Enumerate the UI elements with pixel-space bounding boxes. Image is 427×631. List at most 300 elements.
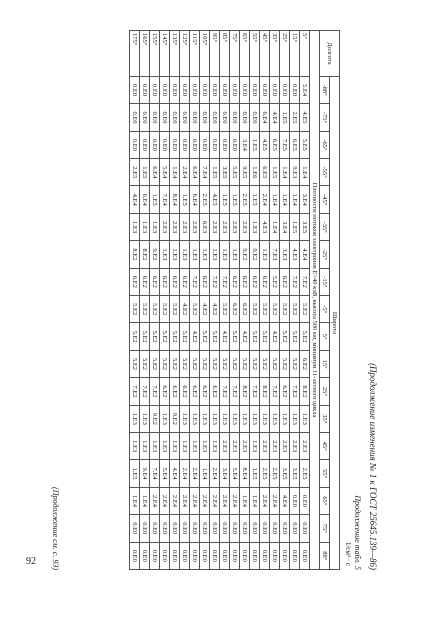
value-cell: 1.E3 [280, 405, 290, 432]
latitude-col-9: 5° [320, 323, 330, 350]
value-cell: 1.E4 [170, 159, 180, 186]
value-cell: 7.E4 [200, 159, 210, 186]
latitude-col-3: -55° [320, 159, 330, 186]
value-cell: 0.E0 [150, 542, 160, 569]
value-cell: 0.E0 [230, 515, 240, 542]
value-cell: 2.E4 [190, 487, 200, 514]
value-cell: 1.E3 [160, 405, 170, 432]
value-cell: 1.E5 [230, 186, 240, 213]
value-cell: 4.E4 [270, 104, 280, 131]
value-cell: 2.E5 [260, 460, 270, 487]
value-cell: 5.E2 [150, 296, 160, 323]
value-cell: 5.E2 [260, 323, 270, 350]
latitude-col-5: -35° [320, 213, 330, 240]
longitude-cell: 165° [140, 31, 150, 77]
value-cell: 1.E5 [220, 186, 230, 213]
value-cell: 6.E4 [140, 186, 150, 213]
latitude-col-8: -5° [320, 296, 330, 323]
value-cell: 5.E2 [240, 350, 250, 377]
value-cell: 7.E2 [230, 378, 240, 405]
value-cell: 1.E4 [270, 213, 280, 240]
value-cell: 2.E3 [220, 213, 230, 240]
value-cell: 5.E4 [300, 76, 310, 103]
value-cell: 1.E4 [240, 487, 250, 514]
value-cell: 0.E0 [160, 515, 170, 542]
value-cell: 1.E3 [250, 213, 260, 240]
latitude-col-13: 45° [320, 432, 330, 459]
value-cell: 5.E2 [230, 350, 240, 377]
value-cell: 7.E2 [290, 268, 300, 295]
value-cell: 0.E0 [170, 515, 180, 542]
value-cell: 0.E0 [250, 515, 260, 542]
value-cell: 0.E0 [250, 76, 260, 103]
value-cell: 2.E3 [270, 432, 280, 459]
value-cell: 0.E0 [250, 542, 260, 569]
value-cell: 6.E2 [170, 268, 180, 295]
value-cell: 2.E3 [190, 213, 200, 240]
table-row [210, 31, 220, 570]
value-cell: 1.E3 [210, 405, 220, 432]
value-cell: 0.E0 [260, 542, 270, 569]
value-cell: 6.E2 [240, 296, 250, 323]
value-cell: 1.E3 [230, 241, 240, 268]
value-cell: 0.E0 [290, 542, 300, 569]
value-cell: 5.E2 [180, 323, 190, 350]
value-cell: 1.E3 [250, 432, 260, 459]
latitude-col-1: -75° [320, 104, 330, 131]
value-cell: 4.E2 [190, 323, 200, 350]
value-cell: 5.E2 [160, 323, 170, 350]
value-cell: 2.E3 [300, 432, 310, 459]
value-cell: 6.E2 [200, 378, 210, 405]
value-cell: 2.E3 [290, 432, 300, 459]
value-cell: 0.E0 [170, 542, 180, 569]
value-cell: 2.E4 [220, 487, 230, 514]
value-cell: 2.E3 [280, 432, 290, 459]
value-cell: 2.E3 [230, 213, 240, 240]
value-cell: 4.E4 [170, 460, 180, 487]
value-cell: 0.E0 [180, 76, 190, 103]
value-cell: 4.E4 [280, 487, 290, 514]
value-cell: 4.E5 [300, 104, 310, 131]
value-cell: 6.E3 [200, 213, 210, 240]
value-cell: 1.E3 [260, 241, 270, 268]
value-cell: 8.E4 [170, 186, 180, 213]
latitude-col-16: 75° [320, 515, 330, 542]
value-cell: 1.E5 [250, 186, 260, 213]
value-cell: 3.E4 [300, 186, 310, 213]
value-cell: 7.E5 [280, 131, 290, 158]
value-cell: 5.E2 [160, 350, 170, 377]
value-cell: 2.E4 [270, 487, 280, 514]
value-cell: 1.E3 [200, 405, 210, 432]
latitude-col-2: -65° [320, 131, 330, 158]
value-cell: 1.E4 [200, 460, 210, 487]
value-cell: 7.E2 [300, 268, 310, 295]
value-cell: 5.E2 [260, 296, 270, 323]
value-cell: 5.E2 [280, 296, 290, 323]
value-cell: 5.E2 [300, 296, 310, 323]
value-cell: 4.E3 [290, 241, 300, 268]
value-cell: 4.E2 [180, 296, 190, 323]
table-row [160, 31, 170, 570]
value-cell: 8.E2 [300, 378, 310, 405]
value-cell: 0.E0 [240, 104, 250, 131]
value-cell: 2.E4 [210, 487, 220, 514]
value-cell: 5.E2 [130, 323, 140, 350]
value-cell: 4.E2 [200, 296, 210, 323]
value-cell: 5.E2 [260, 350, 270, 377]
value-cell: 2.E4 [160, 487, 170, 514]
value-cell: 6.E2 [250, 268, 260, 295]
longitude-cell: 125° [180, 31, 190, 77]
table-row [130, 31, 140, 570]
value-cell: 5.E2 [140, 350, 150, 377]
value-cell: 8.E4 [240, 460, 250, 487]
latitude-col-10: 15° [320, 350, 330, 377]
value-cell: 6.E4 [190, 159, 200, 186]
value-cell: 0.E0 [290, 487, 300, 514]
value-cell: 2.E3 [170, 213, 180, 240]
value-cell: 0.E0 [230, 542, 240, 569]
value-cell: 6.E2 [190, 378, 200, 405]
value-cell: 4.E4 [300, 241, 310, 268]
value-cell: 5.E2 [190, 350, 200, 377]
value-cell: 6.E4 [190, 186, 200, 213]
value-cell: 1.E6 [250, 159, 260, 186]
value-cell: 1.E5 [290, 213, 300, 240]
value-cell: 1.E5 [210, 159, 220, 186]
value-cell: 2.E4 [210, 460, 220, 487]
value-cell: 1.E3 [270, 405, 280, 432]
table-row [190, 31, 200, 570]
value-cell: 1.E3 [150, 213, 160, 240]
longitude-cell: 115° [190, 31, 200, 77]
value-cell: 0.E0 [150, 515, 160, 542]
value-cell: 1.E5 [280, 104, 290, 131]
value-cell: 1.E3 [230, 405, 240, 432]
value-cell: 7.E4 [160, 186, 170, 213]
value-cell: 1.E3 [180, 432, 190, 459]
value-cell: 0.E0 [230, 131, 240, 158]
value-cell: 2.E5 [240, 186, 250, 213]
value-cell: 5.E2 [270, 296, 280, 323]
value-cell: 5.E2 [200, 350, 210, 377]
value-cell: 5.E2 [270, 268, 280, 295]
rotated-table-page [48, 30, 378, 570]
value-cell: 6.E5 [290, 131, 300, 158]
value-cell: 9.E2 [250, 241, 260, 268]
value-cell: 5.E2 [200, 323, 210, 350]
latitude-col-11: 25° [320, 378, 330, 405]
value-cell: 0.E0 [200, 515, 210, 542]
value-cell: 6.E2 [180, 268, 190, 295]
value-cell: 1.E3 [290, 405, 300, 432]
table-row [200, 31, 210, 570]
value-cell: 1.E3 [300, 405, 310, 432]
value-cell: 0.E0 [270, 542, 280, 569]
value-cell: 3.E4 [280, 213, 290, 240]
value-cell: 5.E2 [160, 296, 170, 323]
value-cell: 4.E2 [220, 323, 230, 350]
value-cell: 0.E0 [160, 131, 170, 158]
value-cell: 5.E2 [140, 323, 150, 350]
value-cell: 6.E2 [200, 268, 210, 295]
value-cell: 1.E5 [140, 159, 150, 186]
longitude-cell: 175° [130, 31, 140, 77]
footer-caption: (Продолжение см. с. 93) [51, 487, 60, 570]
value-cell: 1.E3 [130, 432, 140, 459]
value-cell: 2.E3 [260, 432, 270, 459]
value-cell: 7.E2 [270, 378, 280, 405]
band-title: Плотности потоков электронов E>40 кэВ, высота 500 км, минимум 11-летнего цикла [310, 31, 320, 570]
value-cell: 2.E4 [180, 159, 190, 186]
value-cell: 5.E2 [280, 323, 290, 350]
value-cell: 1.E5 [180, 186, 190, 213]
value-cell: 0.E0 [280, 76, 290, 103]
value-cell: 0.E0 [270, 515, 280, 542]
value-cell: 1.E5 [250, 460, 260, 487]
value-cell: 0.E0 [170, 104, 180, 131]
value-cell: 1.E4 [280, 159, 290, 186]
value-cell: 0.E0 [190, 104, 200, 131]
value-cell: 1.E4 [270, 186, 280, 213]
value-cell: 9.E2 [170, 405, 180, 432]
value-cell: 5.E2 [180, 350, 190, 377]
value-cell: 1.E3 [190, 405, 200, 432]
table-row [220, 31, 230, 570]
value-cell: 2.E5 [290, 104, 300, 131]
longitude-cell: 5° [300, 31, 310, 77]
value-cell: 9.E5 [240, 159, 250, 186]
value-cell: 5.E2 [140, 296, 150, 323]
value-cell: 5.E2 [130, 296, 140, 323]
value-cell: 0.E0 [220, 131, 230, 158]
value-cell: 0.E0 [200, 76, 210, 103]
value-cell: 3.E5 [300, 213, 310, 240]
continuation-label: Продолжение табл. 5 [353, 495, 362, 570]
value-cell: 1.E4 [250, 487, 260, 514]
value-cell: 8.E2 [260, 378, 270, 405]
value-cell: 1.E3 [190, 432, 200, 459]
table-row [170, 31, 180, 570]
value-cell: 0.E0 [270, 76, 280, 103]
value-cell: 6.E2 [150, 268, 160, 295]
value-cell: 1.E3 [190, 241, 200, 268]
value-cell: 6.E2 [280, 268, 290, 295]
value-cell: 4.E5 [210, 186, 220, 213]
value-cell: 2.E4 [260, 186, 270, 213]
longitude-cell: 105° [200, 31, 210, 77]
value-cell: 1.E3 [200, 241, 210, 268]
value-cell: 4.E2 [240, 323, 250, 350]
value-cell: 5.E2 [210, 323, 220, 350]
value-cell: 6.E2 [170, 378, 180, 405]
value-cell: 1.E3 [180, 241, 190, 268]
flux-table [129, 30, 340, 570]
value-cell: 6.E2 [280, 378, 290, 405]
value-cell: 0.E0 [280, 542, 290, 569]
value-cell: 1.E3 [180, 405, 190, 432]
value-cell: 2.E5 [130, 159, 140, 186]
value-cell: 0.E0 [180, 104, 190, 131]
longitude-cell: 15° [290, 31, 300, 77]
value-cell: 0.E0 [200, 131, 210, 158]
table-row [270, 31, 280, 570]
table-row [260, 31, 270, 570]
value-cell: 1.E3 [140, 213, 150, 240]
value-cell: 0.E0 [190, 542, 200, 569]
latitude-col-14: 55° [320, 460, 330, 487]
value-cell: 1.E3 [240, 405, 250, 432]
value-cell: 2.E4 [260, 487, 270, 514]
value-cell: 1.E3 [260, 405, 270, 432]
value-cell: 0.E0 [190, 76, 200, 103]
value-cell: 2.E4 [170, 487, 180, 514]
value-cell: 1.E3 [170, 241, 180, 268]
value-cell: 1.E3 [210, 432, 220, 459]
longitude-cell: 85° [220, 31, 230, 77]
value-cell: 7.E2 [220, 378, 230, 405]
value-cell: 0.E0 [130, 104, 140, 131]
value-cell: 2.E5 [270, 460, 280, 487]
value-cell: 1.E4 [300, 159, 310, 186]
value-cell: 5.E2 [300, 323, 310, 350]
value-cell: 2.E3 [220, 432, 230, 459]
value-cell: 0.E0 [140, 542, 150, 569]
header-caption: (Продолжение изменения № 1 к ГОСТ 25645.139—86) [368, 363, 378, 570]
value-cell: 0.E0 [160, 542, 170, 569]
longitude-cell: 55° [250, 31, 260, 77]
value-cell: 0.E0 [140, 515, 150, 542]
value-cell: 1.E4 [130, 487, 140, 514]
value-cell: 5.E2 [150, 323, 160, 350]
longitude-cell: 95° [210, 31, 220, 77]
value-cell: 0.E0 [150, 104, 160, 131]
table-row [230, 31, 240, 570]
value-cell: 2.E3 [210, 213, 220, 240]
table-row [290, 31, 300, 570]
value-cell: 1.E5 [250, 131, 260, 158]
value-cell: 5.E4 [230, 460, 240, 487]
latitude-col-6: -25° [320, 241, 330, 268]
value-cell: 2.E4 [200, 487, 210, 514]
value-cell: 7.E2 [250, 378, 260, 405]
value-cell: 5.E2 [190, 296, 200, 323]
value-cell: 7.E2 [210, 268, 220, 295]
value-cell: 3.E5 [290, 460, 300, 487]
value-cell: 9.E3 [290, 159, 300, 186]
value-cell: 5.E2 [290, 323, 300, 350]
value-cell: 6.E5 [260, 159, 270, 186]
value-cell: 0.E0 [220, 76, 230, 103]
value-cell: 6.E2 [160, 378, 170, 405]
value-cell: 6.E2 [180, 378, 190, 405]
value-cell: 3.E5 [220, 159, 230, 186]
value-cell: 7.E2 [190, 268, 200, 295]
value-cell: 4.E3 [260, 213, 270, 240]
value-cell: 5.E4 [160, 460, 170, 487]
value-cell: 5.E5 [230, 159, 240, 186]
value-cell: 9.E2 [150, 241, 160, 268]
value-cell: 5.E2 [250, 323, 260, 350]
table-row [150, 31, 160, 570]
value-cell: 7.E3 [270, 241, 280, 268]
value-cell: 0.E0 [210, 542, 220, 569]
value-cell: 0.E0 [260, 515, 270, 542]
value-cell: 6.E2 [260, 268, 270, 295]
value-cell: 6.E2 [210, 378, 220, 405]
value-cell: 2.E3 [230, 432, 240, 459]
latitude-col-12: 35° [320, 405, 330, 432]
value-cell: 5.E2 [210, 350, 220, 377]
value-cell: 1.E3 [250, 405, 260, 432]
value-cell: 5.E2 [290, 350, 300, 377]
value-cell: 7.E4 [150, 460, 160, 487]
value-cell: 2.E4 [180, 487, 190, 514]
value-cell: 0.E0 [140, 131, 150, 158]
value-cell: 1.E3 [150, 432, 160, 459]
value-cell: 0.E0 [140, 76, 150, 103]
table-row [300, 31, 310, 570]
value-cell: 3.E3 [280, 241, 290, 268]
value-cell: 0.E0 [180, 542, 190, 569]
value-cell: 0.E0 [200, 542, 210, 569]
latitude-col-0: -88° [320, 76, 330, 103]
value-cell: 0.E0 [220, 542, 230, 569]
value-cell: 2.E4 [150, 487, 160, 514]
table-row [280, 31, 290, 570]
table-row [180, 31, 190, 570]
value-cell: 0.E0 [230, 76, 240, 103]
value-cell: 0.E0 [170, 76, 180, 103]
value-cell: 1.E4 [140, 487, 150, 514]
value-cell: 1.E3 [140, 432, 150, 459]
value-cell: 1.E3 [160, 432, 170, 459]
value-cell: 6.E2 [140, 268, 150, 295]
value-cell: 0.E0 [190, 131, 200, 158]
table-row [250, 31, 260, 570]
value-cell: 5.E2 [170, 350, 180, 377]
value-cell: 6.E2 [300, 350, 310, 377]
longitude-cell: 35° [270, 31, 280, 77]
value-cell: 6.E2 [130, 268, 140, 295]
value-cell: 7.E2 [140, 378, 150, 405]
value-cell: 2.E5 [200, 186, 210, 213]
value-cell: 5.E2 [170, 296, 180, 323]
value-cell: 6.E4 [150, 159, 160, 186]
value-cell: 0.E0 [220, 104, 230, 131]
value-cell: 1.E3 [130, 213, 140, 240]
value-cell: 1.E3 [170, 432, 180, 459]
value-cell: 6.E2 [230, 296, 240, 323]
value-cell: 0.E0 [240, 542, 250, 569]
value-cell: 3.E4 [220, 460, 230, 487]
value-cell: 5.E2 [270, 350, 280, 377]
value-cell: 7.E2 [130, 378, 140, 405]
value-cell: 0.E0 [290, 76, 300, 103]
value-cell: 1.E4 [290, 186, 300, 213]
value-cell: 0.E0 [150, 131, 160, 158]
value-cell: 2.E4 [230, 487, 240, 514]
value-cell: 5.E2 [220, 296, 230, 323]
value-cell: 5.E2 [150, 350, 160, 377]
latitude-header: Широта [330, 76, 340, 569]
value-cell: 1.E3 [130, 405, 140, 432]
value-cell: 0.E0 [210, 515, 220, 542]
longitude-cell: 25° [280, 31, 290, 77]
value-cell: 9.E4 [140, 460, 150, 487]
